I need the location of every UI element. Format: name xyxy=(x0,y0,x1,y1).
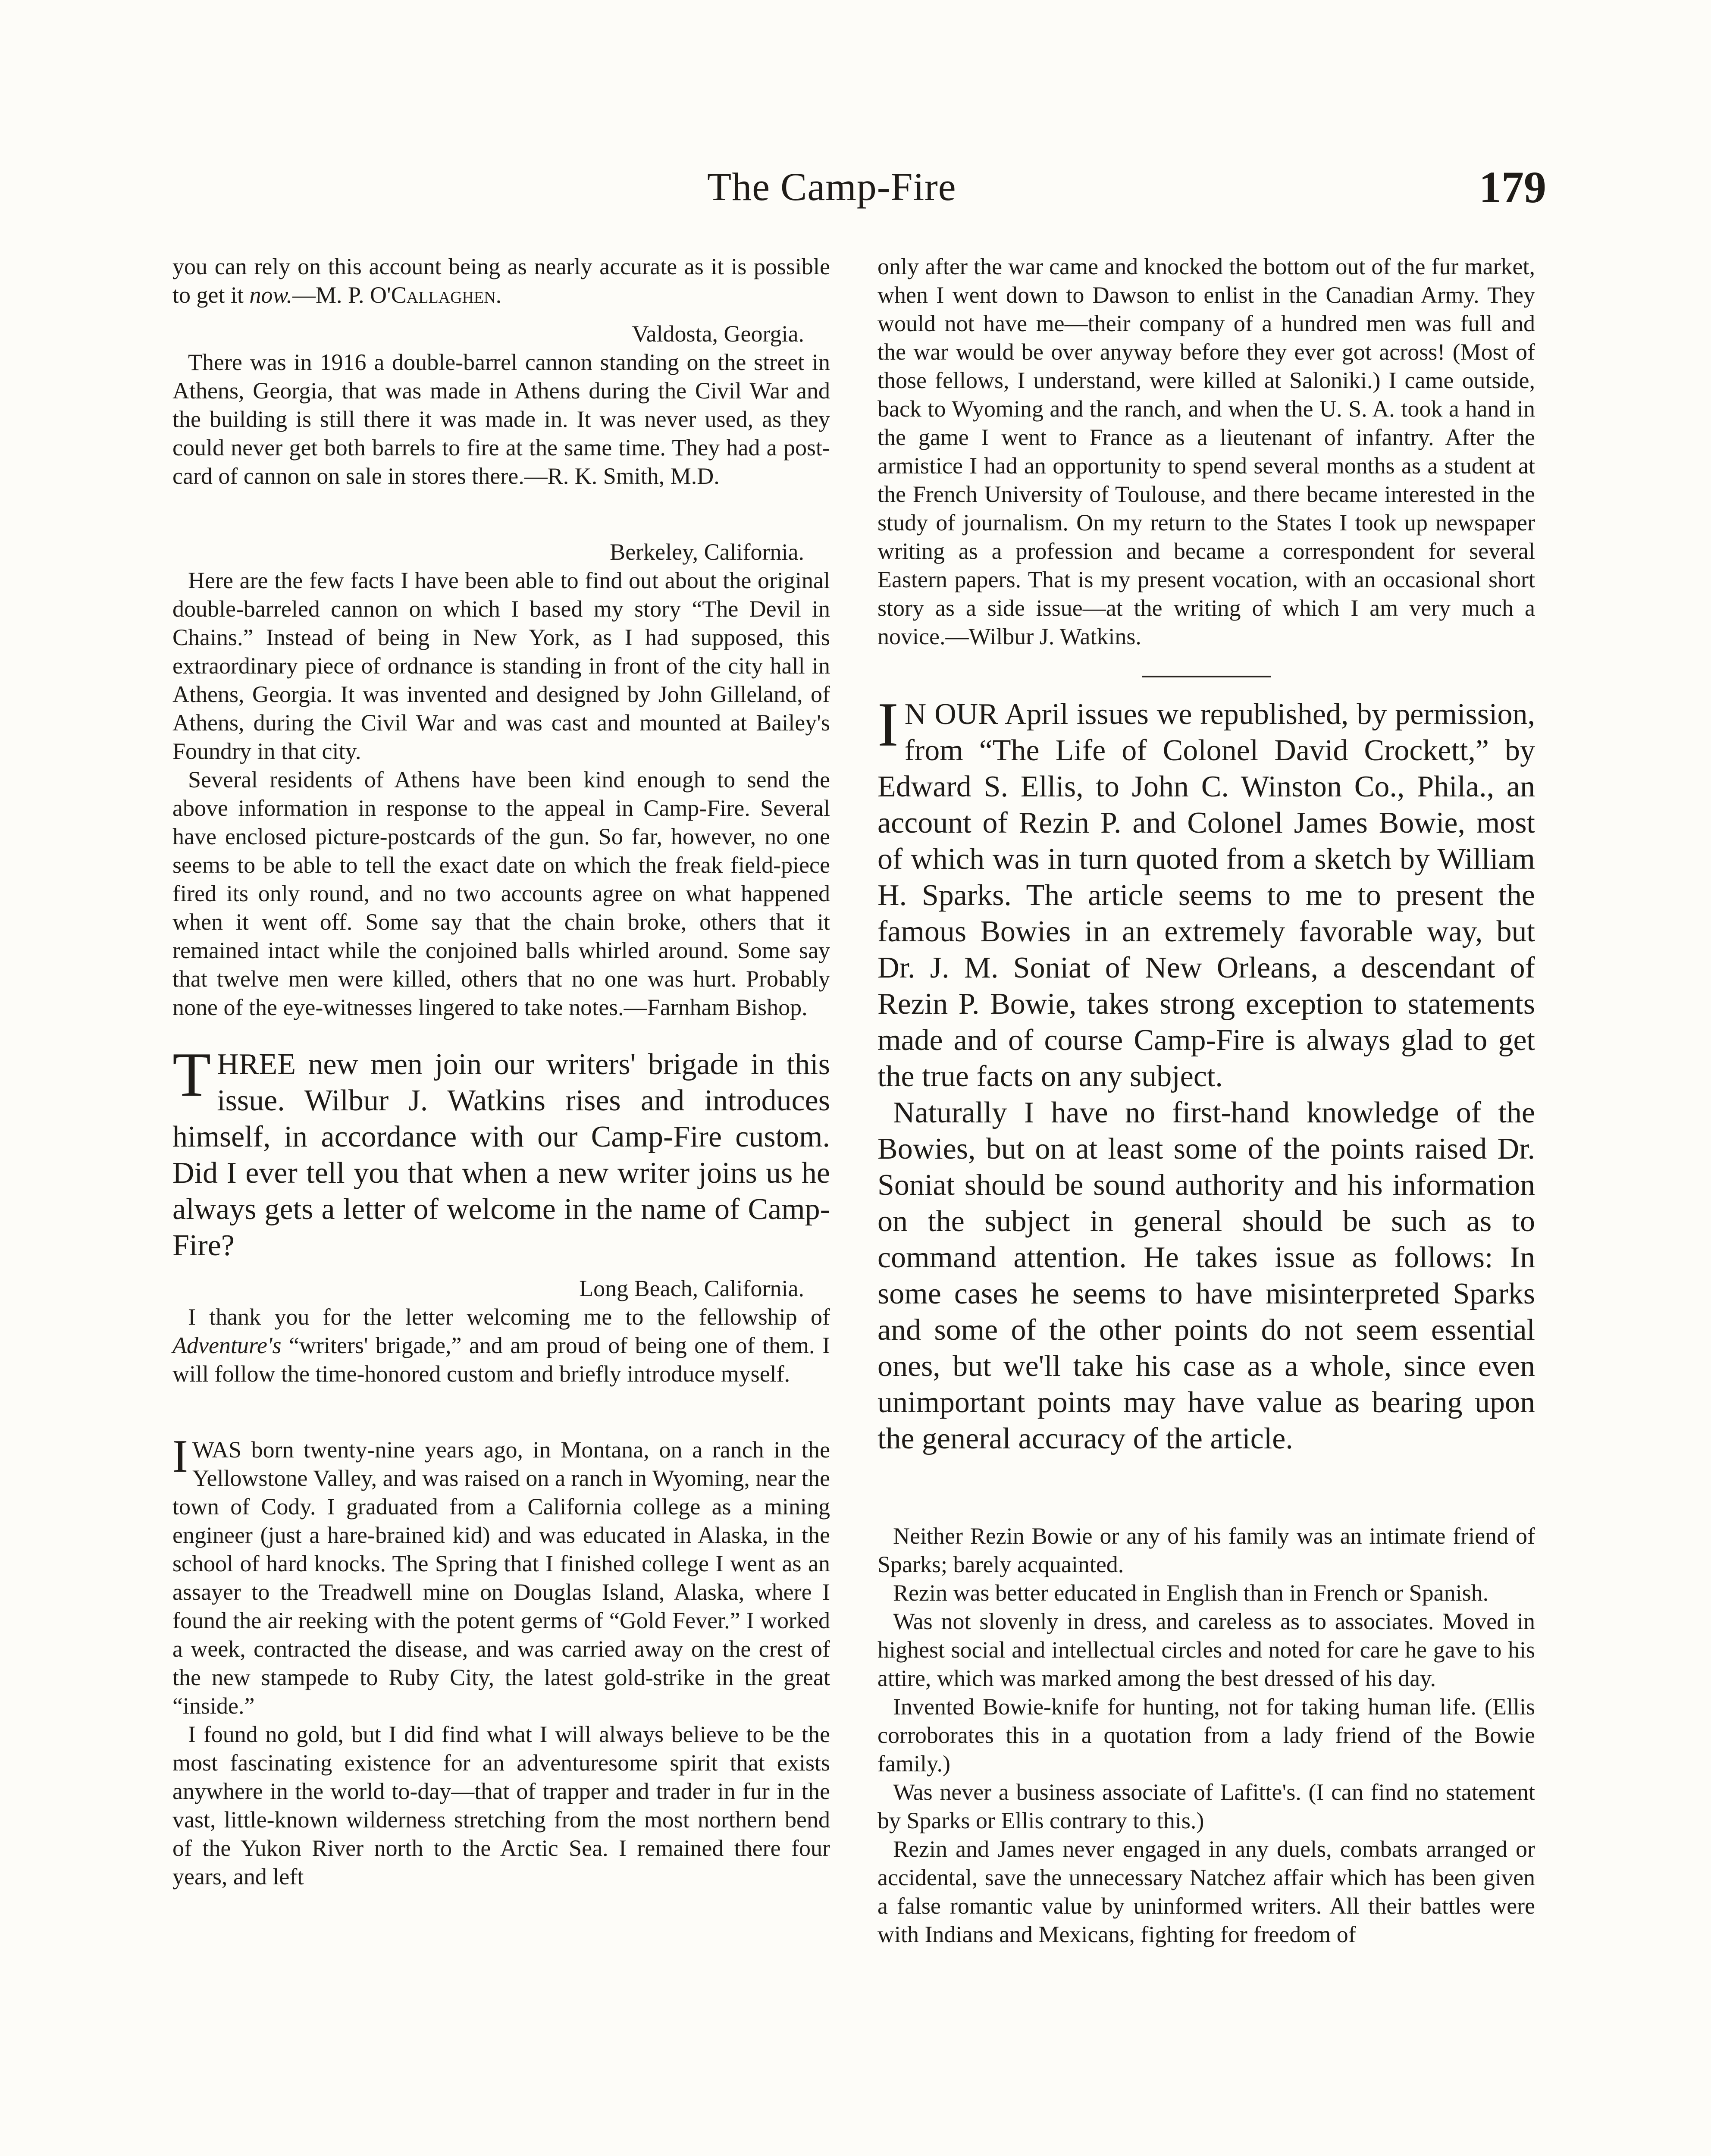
left-column xyxy=(172,252,830,1891)
letter-watkins-body: I WAS born twenty-nine years ago, in Montana, on a ranch in the Yellowstone Valley, and was raised on a ranch in Wyoming, near the town of Cody. I graduated from a California college as a mining engineer (just a hare-brained kid) and was educated in Alaska, in the school of hard knocks. The Spring that I finished college I went as an assayer to the Treadwell mine on Douglas Island, Alaska, where I found the air reeking with the potent germs of “Gold Fever.” I worked a week, contracted the disease, and was carried away on the crest of the new stampede to Ruby City, the latest gold-strike in the great “inside.” xyxy=(172,1431,830,1719)
point-dress: Was not slovenly in dress, and careless as to associates. Moved in highest social and intellectual circles and noted for care he gave to his attire, which was marked among the best dressed of his day. xyxy=(877,1608,1535,1691)
running-title: The Camp-Fire xyxy=(707,165,956,209)
letter-watkins-yukon: I found no gold, but I did find what I will always believe to be the most fascinating existence for an adventuresome spirit that exists anywhere in the world to-day—that of trapper and trader in fur in the vast, little-known wilderness stretching from the most northern bend of the Yukon River north to the Arctic Sea. I remained there four years, and left xyxy=(172,1721,830,1890)
soniat-points xyxy=(877,1522,1535,1949)
point-education: Rezin was better educated in English than in French or Spanish. xyxy=(893,1580,1489,1606)
drop-cap-i-large: I xyxy=(877,689,899,759)
dateline-berkeley: Berkeley, California. xyxy=(610,539,804,565)
letter-watkins-continued: only after the war came and knocked the bottom out of the fur market, when I went down to Dawson to enlist in the Canadian Army. They would not have me—their company of a hundred men was full and the war would be over anyway before they ever got across! (Most of those fellows, I understand, were killed at Saloniki.) I came outside, back to Wyoming and the ranch, and when the U. S. A. took a hand in the game I went to France as a lieutenant of infantry. After the armistice I had an opportunity to spend several months as a student at the French University of Toulouse, and there became interested in the study of journalism. On my return to the States I took up newspaper writing as a profession and became a correspondent for several Eastern papers. That is my present vocation, with an occasional short story as a side issue—at the writing of which I am very much a novice.—Wilbur J. Watkins. xyxy=(877,254,1535,649)
point-bowie-knife: Invented Bowie-knife for hunting, not for taking human life. (Ellis corroborates this in a quotation from a lady friend of the Bowie family.) xyxy=(877,1694,1535,1777)
point-friendship: Neither Rezin Bowie or any of his family was an intimate friend of Sparks; barely acquainted. xyxy=(877,1523,1535,1577)
right-column xyxy=(877,252,1535,1949)
letter-bishop-part2: Several residents of Athens have been kind enough to send the above information in response to the appeal in Camp-Fire. Several have enclosed picture-postcards of the gun. So far, however, no one seems to be able to tell the exact date on which the freak field-piece fired its only round, and no two accounts agree on what happened when it went off. Some say that the chain broke, others that it remained intact while the conjoined balls whirled around. Some say that twelve men were killed, others that no one was hurt. Probably none of the eye-witnesses lingered to take notes.—Farnham Bishop. xyxy=(172,767,830,1020)
editorial-soniat: Naturally I have no first-hand knowledge of the Bowies, but on at least some of the points raised Dr. Soniat should be sound authority and his information on the subject in general should be such as to command attention. He takes issue as follows: In some cases he seems to have misinterpreted Sparks and some of the other points do not seem essential ones, but we'll take his case as a whole, since even unimportant points may have value as bearing upon the general accuracy of the article. xyxy=(877,1096,1535,1455)
editorial-new-writers: THREE new men join our writers' brigade in this issue. Wilbur J. Watkins rises and introduces himself, in accordance with our Camp-Fire custom. Did I ever tell you that when a new writer joins us he always gets a letter of welcome in the name of Camp-Fire? xyxy=(172,1040,830,1262)
drop-cap-i: I xyxy=(172,1431,188,1482)
letter-ocallaghen-ending: you can rely on this account being as nearly accurate as it is possible to get it now.—M. P. O'Callaghen. xyxy=(172,254,830,308)
letter-bishop-part1: Here are the few facts I have been able to find out about the original double-barreled cannon on which I based my story “The Devil in Chains.” Instead of being in New York, as I had supposed, this extraordinary piece of ordnance is standing in front of the city hall in Athens, Georgia. It was invented and designed by John Gilleland, of Athens, during the Civil War and was cast and mounted at Bailey's Foundry in that city. xyxy=(172,567,830,764)
section-divider xyxy=(1142,676,1271,677)
letter-watkins-intro: I thank you for the letter welcoming me to the fellowship of Adventure's “writers' brigade,” and am proud of being one of them. I will follow the time-honored custom and briefly introduce myself. xyxy=(172,1304,830,1387)
point-duels: Rezin and James never engaged in any duels, combats arranged or accidental, save the unnecessary Natchez affair which has been given a false romantic value by uninformed writers. All their battles were with Indians and Mexicans, fighting for freedom of xyxy=(877,1836,1535,1947)
dateline-valdosta: Valdosta, Georgia. xyxy=(632,321,804,347)
editorial-bowie: I N OUR April issues we republished, by permission, from “The Life of Colonel David Crockett,” by Edward S. Ellis, to John C. Winston Co., Phila., an account of Rezin P. and Colonel James Bowie, most of which was in turn quoted from a sketch by William H. Sparks. The article seems to me to present the famous Bowies in an extremely favorable way, but Dr. J. M. Soniat of New Orleans, a descendant of Rezin P. Bowie, takes strong exception to statements made and of course Camp-Fire is always glad to get the true facts on any subject. xyxy=(877,689,1535,1093)
page-number: 179 xyxy=(1479,163,1546,212)
drop-cap-t: T xyxy=(172,1040,211,1109)
point-lafitte: Was never a business associate of Lafitte's. (I can find no statement by Sparks or Ellis contrary to this.) xyxy=(877,1779,1535,1833)
letter-smith: There was in 1916 a double-barrel cannon standing on the street in Athens, Georgia, that was made in Athens during the Civil War and the building is still there it was made in. It was never used, as they could never get both barrels to fire at the same time. They had a post-card of cannon on sale in stores there.—R. K. Smith, M.D. xyxy=(172,349,830,489)
dateline-long-beach: Long Beach, California. xyxy=(579,1275,804,1301)
